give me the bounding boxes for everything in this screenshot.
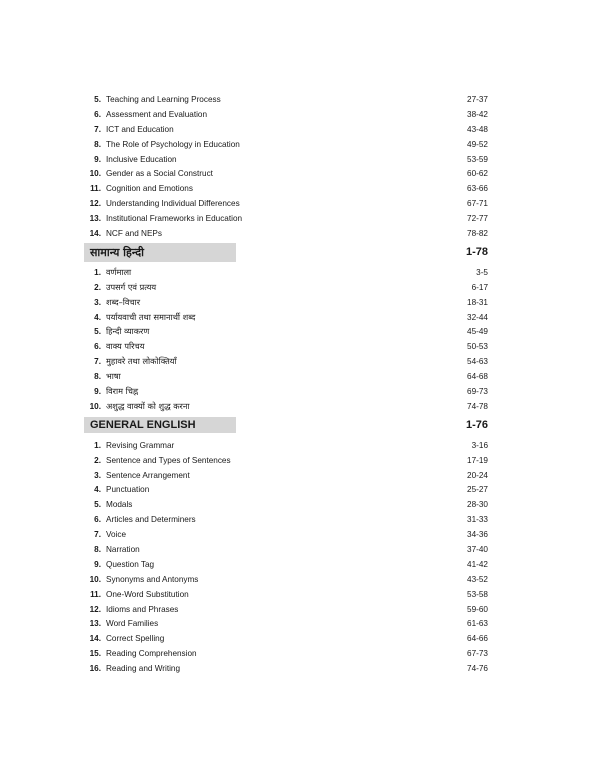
entry-pages: 20-24 [467,470,488,480]
toc-entry[interactable] [84,107,488,122]
entry-title: Modals [106,500,133,510]
entry-title: Understanding Individual Differences [106,199,240,209]
entry-title: भाषा [106,371,121,382]
entry-title: हिन्दी व्याकरण [106,326,150,337]
entry-number: 13. [89,214,101,224]
entry-pages: 67-73 [467,649,488,659]
entry-pages: 69-73 [467,386,488,396]
entry-number: 1. [94,440,101,450]
toc-entry[interactable] [84,181,488,196]
entry-title: Gender as a Social Construct [106,169,213,179]
toc-entry[interactable] [84,211,488,226]
entry-pages: 41-42 [467,559,488,569]
entry-pages: 61-63 [467,619,488,629]
entry-number: 2. [94,455,101,465]
entry-title: Voice [106,530,127,540]
entry-number: 14. [89,634,101,644]
entry-title: Punctuation [106,485,150,495]
toc-entry[interactable] [84,152,488,167]
entry-pages: 67-71 [467,199,488,209]
entry-title: Revising Grammar [106,440,175,450]
section-pages: 1-78 [465,246,488,259]
entry-title: ICT and Education [106,124,174,134]
entry-number: 10. [89,574,101,584]
entry-title: अशुद्ध वाक्यों को शुद्ध करना [106,400,190,411]
entry-pages: 38-42 [467,109,488,119]
entry-number: 11. [90,184,101,194]
entry-title: मुहावरे तथा लोकोक्तियाँ [106,356,177,367]
entry-pages: 54-63 [467,357,488,367]
toc-entry[interactable] [84,166,488,181]
entry-title: Sentence and Types of Sentences [106,455,231,465]
entry-number: 5. [94,500,101,510]
entry-number: 13. [89,619,101,629]
toc-entry[interactable] [84,265,488,280]
entry-title: Institutional Frameworks in Education [106,214,243,224]
entry-number: 9. [94,559,101,569]
entry-number: 4. [94,485,101,495]
entry-pages: 74-76 [467,664,488,674]
entry-pages: 25-27 [467,485,488,495]
entry-number: 4. [94,312,101,322]
entry-number: 2. [94,282,101,292]
entry-title: Articles and Determiners [106,515,196,525]
entry-title: Correct Spelling [106,634,165,644]
entry-title: Idioms and Phrases [106,604,179,614]
entry-number: 6. [94,515,101,525]
education-list [84,92,488,241]
entry-title: Narration [106,544,140,554]
entry-number: 12. [89,604,101,614]
toc-entry[interactable] [84,646,488,661]
entry-title: Reading Comprehension [106,649,197,659]
entry-pages: 6-17 [471,282,488,292]
entry-pages: 45-49 [467,327,488,337]
entry-pages: 74-78 [467,401,488,411]
entry-pages: 32-44 [467,312,488,322]
toc-entry[interactable] [84,399,488,414]
toc-entry[interactable] [84,310,488,325]
entry-pages: 3-5 [476,267,488,277]
entry-pages: 60-62 [467,169,488,179]
entry-pages: 43-52 [467,574,488,584]
entry-title: Synonyms and Antonyms [106,574,199,584]
entry-title: वर्णमाला [106,266,132,277]
entry-pages: 53-59 [467,154,488,164]
toc-entry[interactable] [84,661,488,676]
toc-entry[interactable] [84,587,488,602]
entry-title: शब्द–विचार [106,296,141,307]
entry-title: Teaching and Learning Process [106,94,221,104]
toc-entry[interactable] [84,92,488,107]
toc-entry[interactable] [84,602,488,617]
entry-title: Reading and Writing [106,664,181,674]
toc-entry[interactable] [84,137,488,152]
table-of-contents [84,92,488,676]
section-header-english[interactable] [84,417,488,434]
entry-number: 7. [94,124,101,134]
entry-title: Inclusive Education [106,154,177,164]
entry-number: 7. [94,530,101,540]
entry-number: 6. [94,342,101,352]
entry-pages: 37-40 [467,544,488,554]
entry-pages: 3-16 [471,440,488,450]
entry-pages: 31-33 [467,515,488,525]
entry-number: 3. [94,470,101,480]
entry-pages: 72-77 [467,214,488,224]
toc-entry[interactable] [84,295,488,310]
entry-title: उपसर्ग एवं प्रत्यय [106,281,157,292]
toc-entry[interactable] [84,631,488,646]
entry-pages: 28-30 [467,500,488,510]
entry-pages: 78-82 [467,228,488,238]
entry-title: पर्यायवाची तथा समानार्थी शब्द [106,311,196,322]
entry-pages: 43-48 [467,124,488,134]
toc-entry[interactable] [84,122,488,137]
entry-number: 7. [94,357,101,367]
entry-title: Assessment and Evaluation [106,109,208,119]
entry-number: 10. [89,169,101,179]
toc-entry[interactable] [84,354,488,369]
section-title: सामान्य हिन्दी [84,243,236,262]
toc-entry[interactable] [84,324,488,339]
entry-pages: 34-36 [467,530,488,540]
entry-number: 8. [94,372,101,382]
toc-entry[interactable] [84,468,488,483]
toc-entry[interactable] [84,339,488,354]
entry-title: One-Word Substitution [106,589,189,599]
toc-entry[interactable] [84,453,488,468]
entry-number: 9. [94,386,101,396]
entry-title: विराम चिह्न [106,385,139,396]
toc-entry[interactable] [84,196,488,211]
section-title: GENERAL ENGLISH [84,417,236,433]
toc-entry[interactable] [84,512,488,527]
entry-number: 9. [94,154,101,164]
toc-entry[interactable] [84,497,488,512]
hindi-list [84,265,488,414]
toc-entry[interactable] [84,438,488,453]
entry-pages: 18-31 [467,297,488,307]
entry-number: 12. [89,199,101,209]
entry-title: Sentence Arrangement [106,470,190,480]
entry-number: 3. [94,297,101,307]
entry-number: 16. [89,664,101,674]
entry-pages: 53-58 [467,589,488,599]
section-header-hindi[interactable] [84,244,488,261]
english-list [84,438,488,676]
toc-entry[interactable] [84,369,488,384]
entry-pages: 49-52 [467,139,488,149]
entry-number: 5. [94,94,101,104]
entry-number: 11. [90,589,101,599]
entry-number: 6. [94,109,101,119]
entry-title: Word Families [106,619,159,629]
toc-entry[interactable] [84,527,488,542]
toc-entry[interactable] [84,384,488,399]
entry-number: 8. [94,544,101,554]
entry-pages: 64-66 [467,634,488,644]
entry-number: 1. [94,267,101,277]
entry-pages: 17-19 [467,455,488,465]
entry-number: 15. [89,649,101,659]
entry-number: 14. [89,228,101,238]
entry-title: Cognition and Emotions [106,184,193,194]
section-pages: 1-76 [465,419,488,432]
entry-pages: 27-37 [467,94,488,104]
entry-title: NCF and NEPs [106,228,162,238]
entry-pages: 59-60 [467,604,488,614]
toc-entry[interactable] [84,280,488,295]
entry-pages: 63-66 [467,184,488,194]
entry-title: Question Tag [106,559,155,569]
toc-entry[interactable] [84,572,488,587]
entry-title: वाक्य परिचय [106,341,145,352]
toc-entry[interactable] [84,542,488,557]
entry-number: 10. [89,401,101,411]
entry-title: The Role of Psychology in Education [106,139,240,149]
entry-pages: 50-53 [467,342,488,352]
entry-number: 5. [94,327,101,337]
entry-pages: 64-68 [467,372,488,382]
toc-entry[interactable] [84,482,488,497]
entry-number: 8. [94,139,101,149]
toc-entry[interactable] [84,557,488,572]
toc-entry[interactable] [84,617,488,632]
toc-entry[interactable] [84,226,488,241]
